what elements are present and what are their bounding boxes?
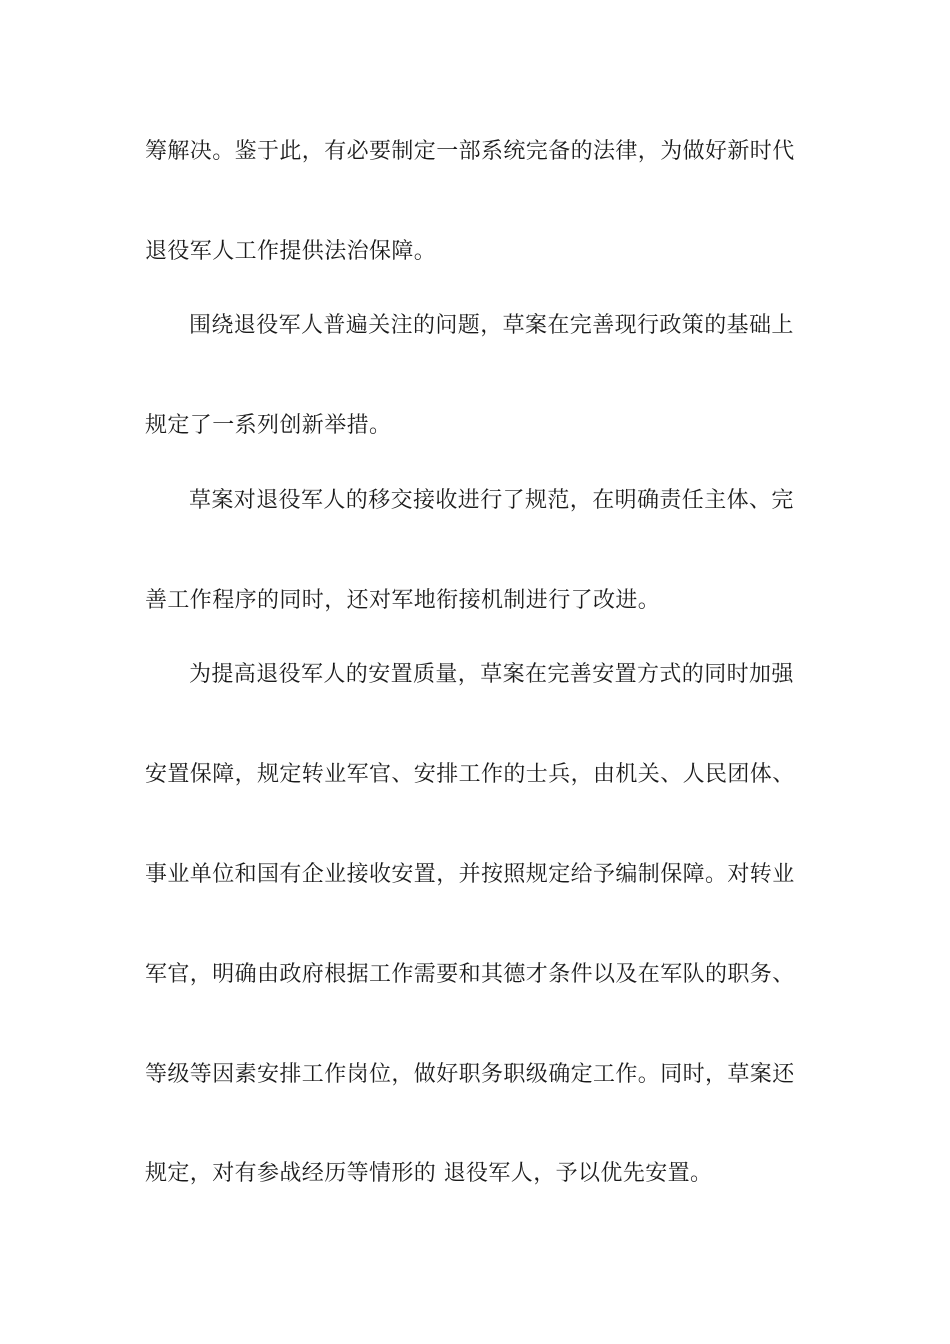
text-line: 安置保障，规定转业军官、安排工作的士兵，由机关、人民团体、 <box>145 762 795 787</box>
paragraph-first-line: 围绕退役军人普遍关注的问题，草案在完善现行政策的基础上 <box>189 313 794 338</box>
text-line: 规定，对有参战经历等情形的 退役军人，予以优先安置。 <box>145 1161 713 1186</box>
text-line: 善工作程序的同时，还对军地衔接机制进行了改进。 <box>145 588 661 613</box>
text-line: 事业单位和国有企业接收安置，并按照规定给予编制保障。对转业 <box>145 862 795 887</box>
paragraph-first-line: 草案对退役军人的移交接收进行了规范，在明确责任主体、完 <box>189 488 794 513</box>
text-line: 筹解决。鉴于此，有必要制定一部系统完备的法律，为做好新时代 <box>145 139 795 164</box>
text-line: 规定了一系列创新举措。 <box>145 413 392 438</box>
paragraph-first-line: 为提高退役军人的安置质量，草案在完善安置方式的同时加强 <box>189 662 794 687</box>
text-line: 军官，明确由政府根据工作需要和其德才条件以及在军队的职务、 <box>145 962 795 987</box>
text-line: 等级等因素安排工作岗位，做好职务职级确定工作。同时，草案还 <box>145 1062 795 1087</box>
text-line: 退役军人工作提供法治保障。 <box>145 239 437 264</box>
